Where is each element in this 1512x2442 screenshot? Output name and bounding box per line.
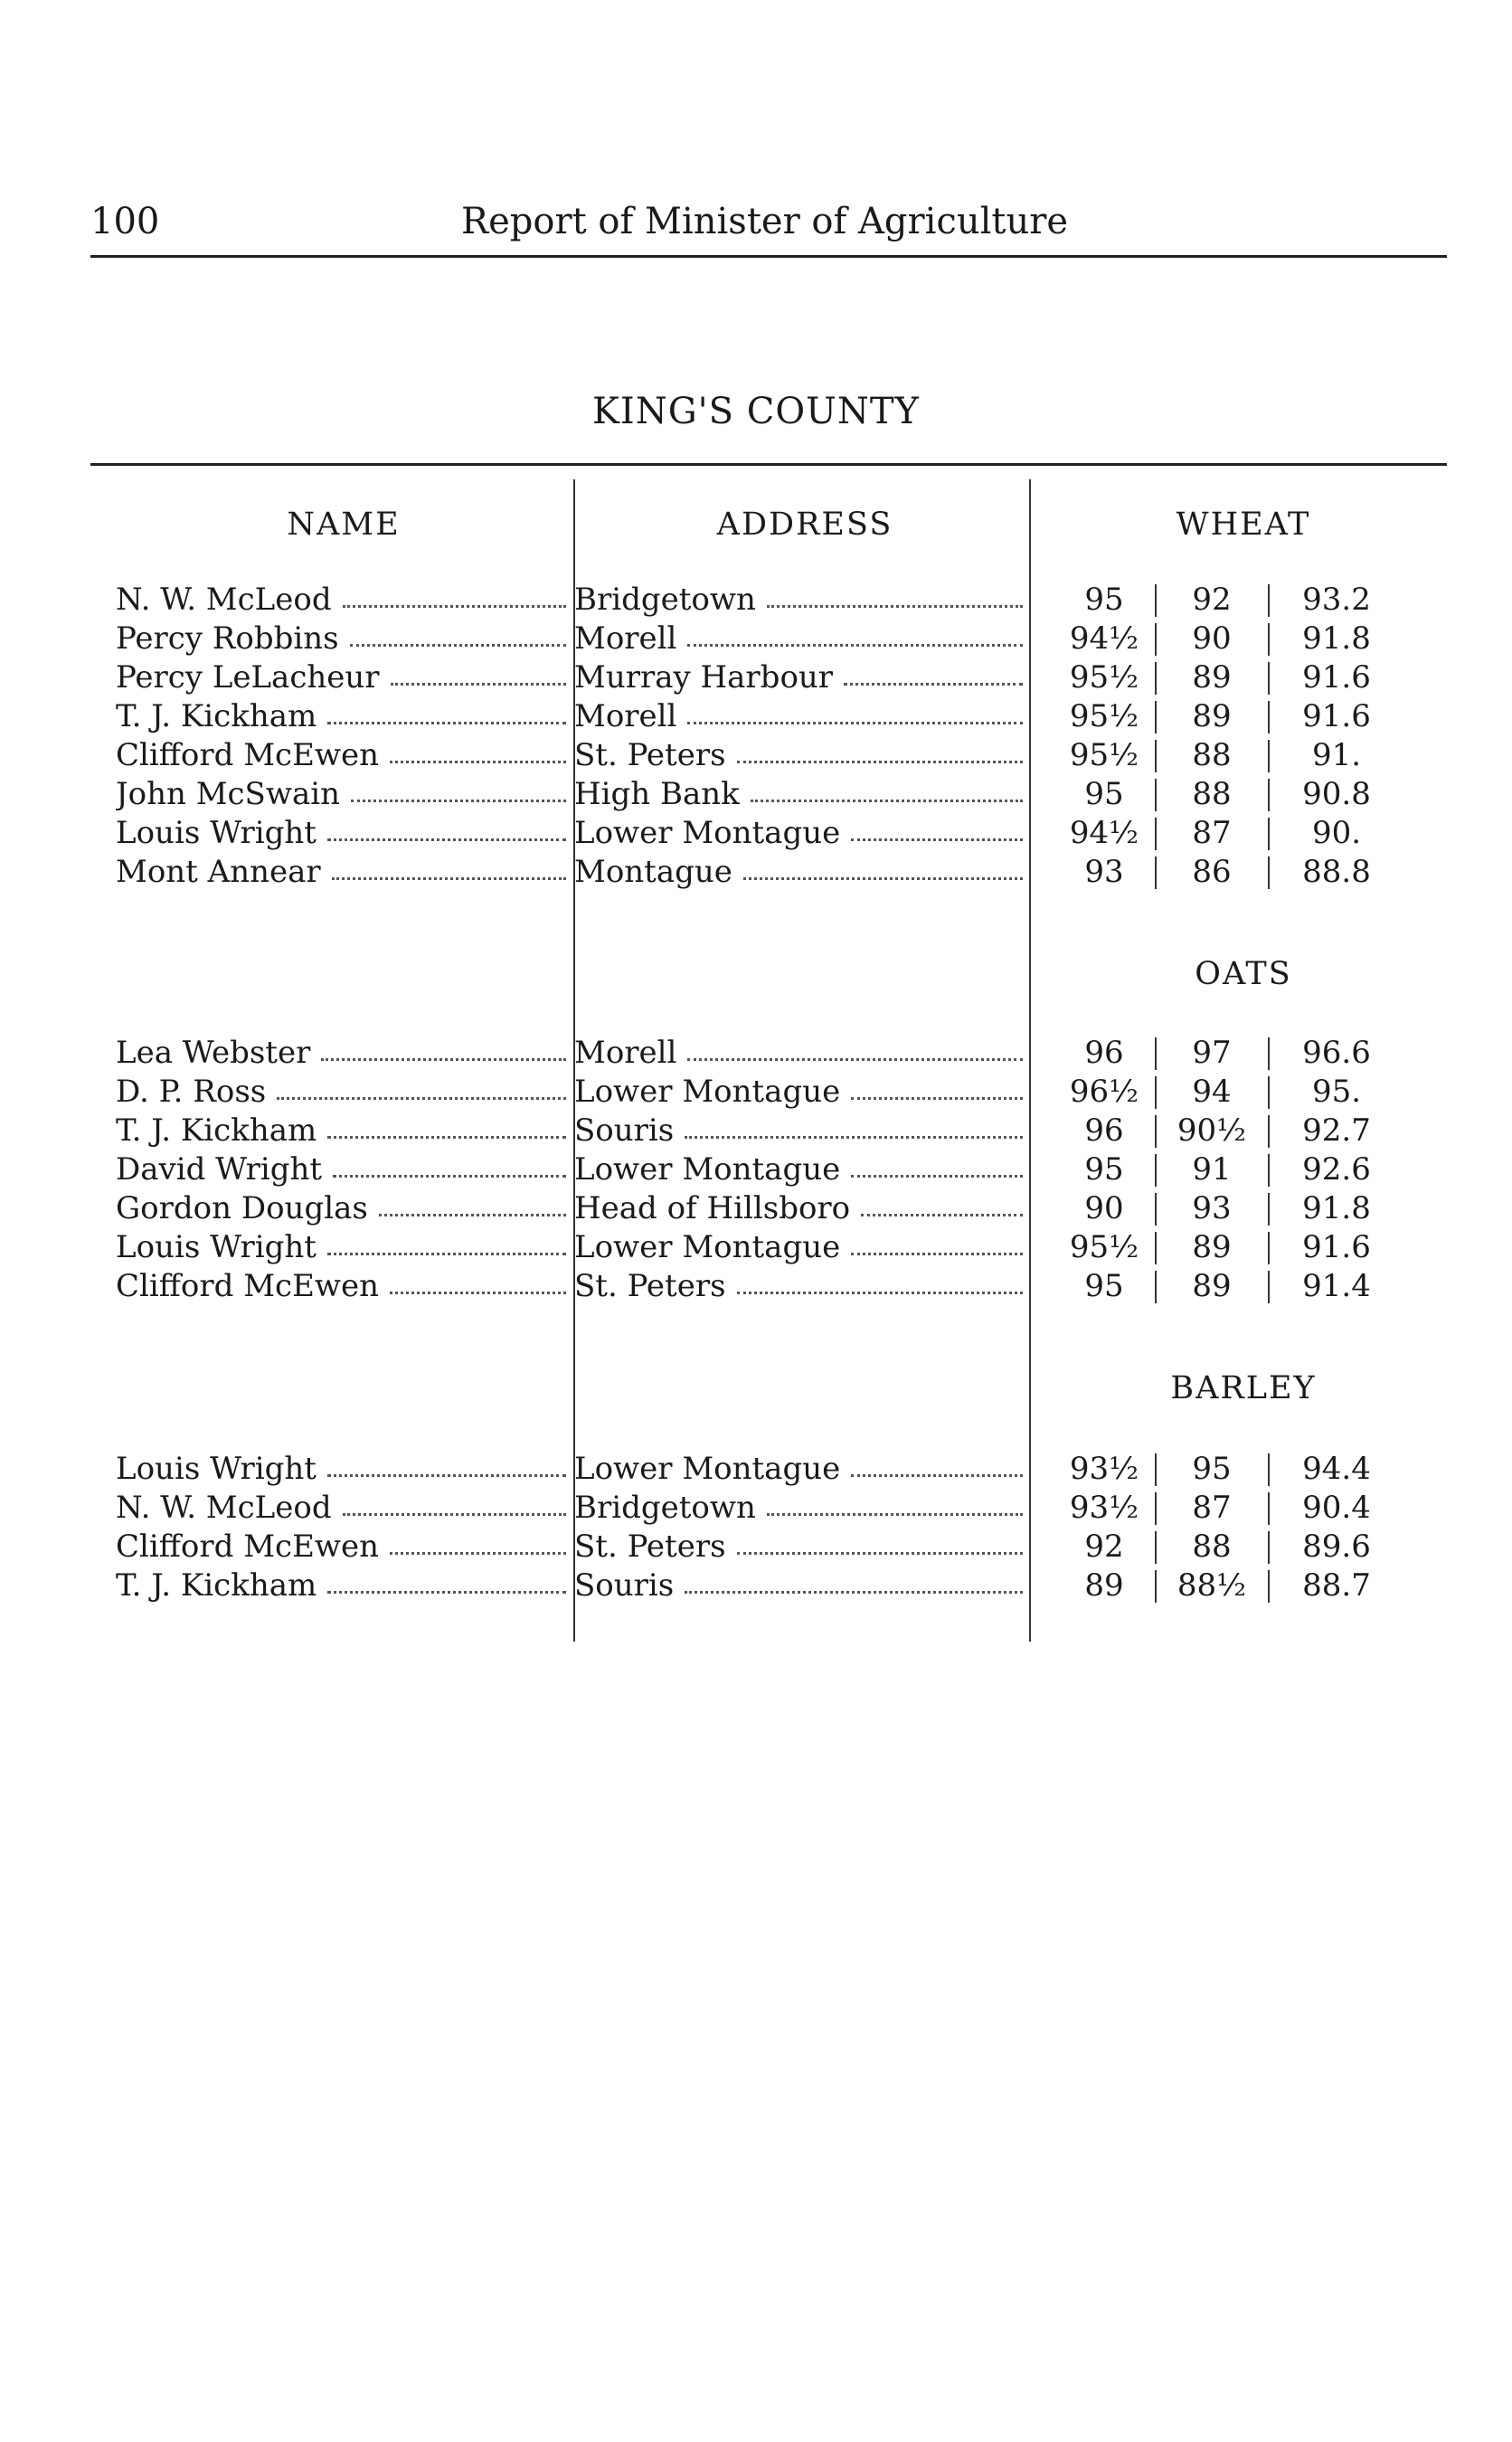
dot-leader bbox=[737, 1552, 1023, 1555]
score-3: 91.6 bbox=[1302, 659, 1371, 696]
entrant-name-cell bbox=[116, 814, 570, 853]
dot-leader bbox=[327, 1591, 566, 1594]
entrant-name: N. W. McLeod bbox=[116, 1490, 332, 1526]
score-divider bbox=[1155, 584, 1157, 617]
score-2: 88½ bbox=[1177, 1567, 1247, 1604]
entrant-name-cell bbox=[116, 658, 570, 697]
score-3: 92.6 bbox=[1302, 1151, 1371, 1188]
score-1: 96½ bbox=[1069, 1074, 1139, 1110]
section-title-barley: BARLEY bbox=[1170, 1370, 1317, 1406]
entrant-address: Bridgetown bbox=[574, 582, 756, 618]
dot-leader bbox=[767, 605, 1023, 608]
entrant-name: Mont Annear bbox=[116, 854, 321, 890]
score-1: 93½ bbox=[1069, 1490, 1139, 1526]
entrant-name-cell bbox=[116, 1150, 570, 1189]
score-divider bbox=[1155, 1076, 1157, 1109]
entrant-address: Souris bbox=[574, 1112, 675, 1149]
score-1: 94½ bbox=[1069, 620, 1139, 657]
score-divider bbox=[1155, 1154, 1157, 1187]
score-divider bbox=[1268, 1232, 1270, 1264]
dot-leader bbox=[737, 1292, 1023, 1294]
score-2: 89 bbox=[1192, 1229, 1232, 1265]
dot-leader bbox=[851, 1474, 1023, 1477]
entrant-name-cell bbox=[116, 1228, 570, 1267]
entrant-name: T. J. Kickham bbox=[116, 1112, 317, 1149]
score-3: 94.4 bbox=[1302, 1451, 1371, 1487]
entrant-name: Clifford McEwen bbox=[116, 1268, 380, 1304]
page-number: 100 bbox=[90, 201, 160, 242]
dot-leader bbox=[685, 1136, 1023, 1139]
score-divider bbox=[1268, 1453, 1270, 1486]
address-cell bbox=[574, 775, 1026, 814]
score-divider bbox=[1155, 818, 1157, 850]
dot-leader bbox=[851, 1253, 1023, 1255]
score-divider bbox=[1155, 623, 1157, 656]
score-2: 88 bbox=[1192, 737, 1232, 773]
score-divider bbox=[1268, 1570, 1270, 1603]
address-cell bbox=[574, 1073, 1026, 1112]
score-2: 92 bbox=[1192, 582, 1232, 618]
table-row bbox=[0, 1112, 1512, 1150]
score-divider bbox=[1155, 1193, 1157, 1226]
score-2: 93 bbox=[1192, 1190, 1232, 1226]
entrant-name: D. P. Ross bbox=[116, 1074, 267, 1110]
score-1: 95½ bbox=[1069, 698, 1139, 734]
table-row bbox=[0, 1528, 1512, 1566]
entrant-address: Souris bbox=[574, 1567, 675, 1604]
dot-leader bbox=[390, 1292, 566, 1294]
score-3: 91.6 bbox=[1302, 698, 1371, 734]
table-row bbox=[0, 736, 1512, 775]
table-row bbox=[0, 697, 1512, 736]
entrant-name: Gordon Douglas bbox=[116, 1190, 368, 1226]
score-2: 94 bbox=[1192, 1074, 1232, 1110]
table-row bbox=[0, 1034, 1512, 1073]
score-divider bbox=[1155, 857, 1157, 889]
score-3: 91. bbox=[1311, 737, 1362, 773]
entrant-address: Morell bbox=[574, 1035, 677, 1071]
score-divider bbox=[1268, 1193, 1270, 1226]
dot-leader bbox=[277, 1097, 566, 1100]
score-divider bbox=[1268, 857, 1270, 889]
score-3: 90.4 bbox=[1302, 1490, 1371, 1526]
address-cell bbox=[574, 1450, 1026, 1489]
address-cell bbox=[574, 1528, 1026, 1566]
entrant-address: Lower Montague bbox=[574, 1451, 841, 1487]
score-1: 95½ bbox=[1069, 1229, 1139, 1265]
dot-leader bbox=[327, 1253, 566, 1255]
entrant-name: N. W. McLeod bbox=[116, 582, 332, 618]
address-cell bbox=[574, 1489, 1026, 1528]
score-2: 89 bbox=[1192, 1268, 1232, 1304]
score-divider bbox=[1268, 1154, 1270, 1187]
table-row bbox=[0, 1267, 1512, 1306]
dot-leader bbox=[851, 1097, 1023, 1100]
score-2: 95 bbox=[1192, 1451, 1232, 1487]
score-3: 88.8 bbox=[1302, 854, 1371, 890]
entrant-address: Montague bbox=[574, 854, 732, 890]
entrant-name-cell bbox=[116, 1034, 570, 1073]
score-2: 91 bbox=[1192, 1151, 1232, 1188]
entrant-address: Lower Montague bbox=[574, 1229, 841, 1265]
dot-leader bbox=[327, 1136, 566, 1139]
dot-leader bbox=[687, 1058, 1023, 1061]
table-row bbox=[0, 658, 1512, 697]
address-cell bbox=[574, 853, 1026, 892]
score-1: 93 bbox=[1084, 854, 1124, 890]
dot-leader bbox=[737, 761, 1023, 763]
table-row bbox=[0, 1073, 1512, 1112]
dot-leader bbox=[861, 1214, 1023, 1216]
score-1: 96 bbox=[1084, 1035, 1124, 1071]
score-divider bbox=[1155, 1453, 1157, 1486]
dot-leader bbox=[327, 838, 566, 841]
score-1: 94½ bbox=[1069, 815, 1139, 851]
score-divider bbox=[1268, 1115, 1270, 1148]
entrant-name-cell bbox=[116, 581, 570, 620]
score-divider bbox=[1155, 1037, 1157, 1070]
dot-leader bbox=[687, 722, 1023, 724]
address-cell bbox=[574, 658, 1026, 697]
entrant-name: T. J. Kickham bbox=[116, 698, 317, 734]
entrant-name: Louis Wright bbox=[116, 1229, 317, 1265]
score-1: 90 bbox=[1084, 1190, 1124, 1226]
dot-leader bbox=[851, 1175, 1023, 1178]
dot-leader bbox=[327, 1474, 566, 1477]
dot-leader bbox=[751, 800, 1023, 802]
address-cell bbox=[574, 736, 1026, 775]
score-2: 90½ bbox=[1177, 1112, 1247, 1149]
dot-leader bbox=[844, 683, 1023, 686]
entrant-name: Clifford McEwen bbox=[116, 737, 380, 773]
address-cell bbox=[574, 1228, 1026, 1267]
entrant-address: St. Peters bbox=[574, 737, 726, 773]
county-title: KING'S COUNTY bbox=[592, 391, 920, 432]
score-divider bbox=[1155, 740, 1157, 772]
score-1: 95 bbox=[1084, 1268, 1124, 1304]
dot-leader bbox=[327, 722, 566, 724]
score-divider bbox=[1268, 818, 1270, 850]
address-cell bbox=[574, 1566, 1026, 1605]
dot-leader bbox=[343, 1513, 566, 1516]
entrant-name-cell bbox=[116, 1528, 570, 1566]
dot-leader bbox=[343, 605, 566, 608]
score-2: 89 bbox=[1192, 659, 1232, 696]
dot-leader bbox=[851, 838, 1023, 841]
score-divider bbox=[1155, 1531, 1157, 1564]
address-cell bbox=[574, 814, 1026, 853]
score-2: 97 bbox=[1192, 1035, 1232, 1071]
dot-leader bbox=[390, 1552, 566, 1555]
table-top-rule bbox=[90, 463, 1447, 466]
column-header-address: ADDRESS bbox=[716, 506, 893, 543]
entrant-address: Lower Montague bbox=[574, 1151, 841, 1188]
score-3: 91.8 bbox=[1302, 1190, 1371, 1226]
entrant-address: St. Peters bbox=[574, 1268, 726, 1304]
dot-leader bbox=[321, 1058, 566, 1061]
entrant-name-cell bbox=[116, 697, 570, 736]
score-divider bbox=[1155, 779, 1157, 811]
entrant-address: High Bank bbox=[574, 776, 740, 812]
address-cell bbox=[574, 581, 1026, 620]
score-divider bbox=[1268, 701, 1270, 734]
score-1: 93½ bbox=[1069, 1451, 1139, 1487]
entrant-name-cell bbox=[116, 1073, 570, 1112]
entrant-name-cell bbox=[116, 853, 570, 892]
score-1: 96 bbox=[1084, 1112, 1124, 1149]
dot-leader bbox=[391, 683, 566, 686]
score-divider bbox=[1155, 1570, 1157, 1603]
score-3: 91.8 bbox=[1302, 620, 1371, 657]
score-2: 87 bbox=[1192, 1490, 1232, 1526]
entrant-name-cell bbox=[116, 1566, 570, 1605]
score-3: 89.6 bbox=[1302, 1529, 1371, 1565]
table-row bbox=[0, 1489, 1512, 1528]
table-row bbox=[0, 581, 1512, 620]
entrant-address: Morell bbox=[574, 620, 677, 657]
entrant-name: Louis Wright bbox=[116, 815, 317, 851]
table-row bbox=[0, 814, 1512, 853]
score-divider bbox=[1268, 779, 1270, 811]
running-title: Report of Minister of Agriculture bbox=[461, 201, 1068, 242]
address-cell bbox=[574, 1189, 1026, 1228]
dot-leader bbox=[685, 1591, 1023, 1594]
score-2: 88 bbox=[1192, 776, 1232, 812]
dot-leader bbox=[351, 800, 566, 802]
dot-leader bbox=[743, 877, 1023, 880]
entrant-address: Murray Harbour bbox=[574, 659, 834, 696]
entrant-name-cell bbox=[116, 1189, 570, 1228]
entrant-address: Lower Montague bbox=[574, 815, 841, 851]
score-2: 90 bbox=[1192, 620, 1232, 657]
score-divider bbox=[1268, 740, 1270, 772]
address-cell bbox=[574, 1112, 1026, 1150]
score-divider bbox=[1155, 662, 1157, 695]
entrant-name: Lea Webster bbox=[116, 1035, 311, 1071]
entrant-address: Head of Hillsboro bbox=[574, 1190, 851, 1226]
dot-leader bbox=[767, 1513, 1023, 1516]
dot-leader bbox=[390, 761, 566, 763]
score-divider bbox=[1155, 701, 1157, 734]
score-3: 90.8 bbox=[1302, 776, 1371, 812]
entrant-name: Clifford McEwen bbox=[116, 1529, 380, 1565]
entrant-name: T. J. Kickham bbox=[116, 1567, 317, 1604]
entrant-name-cell bbox=[116, 736, 570, 775]
score-1: 92 bbox=[1084, 1529, 1124, 1565]
section-title-oats: OATS bbox=[1195, 956, 1292, 992]
score-3: 88.7 bbox=[1302, 1567, 1371, 1604]
score-2: 89 bbox=[1192, 698, 1232, 734]
dot-leader bbox=[350, 644, 566, 647]
score-1: 95½ bbox=[1069, 737, 1139, 773]
header-rule bbox=[90, 255, 1447, 258]
entrant-address: Lower Montague bbox=[574, 1074, 841, 1110]
score-2: 87 bbox=[1192, 815, 1232, 851]
table-row bbox=[0, 775, 1512, 814]
entrant-name-cell bbox=[116, 1267, 570, 1306]
score-divider bbox=[1155, 1115, 1157, 1148]
entrant-name-cell bbox=[116, 1112, 570, 1150]
entrant-name-cell bbox=[116, 620, 570, 658]
score-divider bbox=[1268, 584, 1270, 617]
dot-leader bbox=[332, 877, 566, 880]
score-divider bbox=[1155, 1271, 1157, 1303]
entrant-address: St. Peters bbox=[574, 1529, 726, 1565]
dot-leader bbox=[379, 1214, 566, 1216]
score-1: 95½ bbox=[1069, 659, 1139, 696]
address-cell bbox=[574, 1267, 1026, 1306]
score-divider bbox=[1268, 1531, 1270, 1564]
score-1: 95 bbox=[1084, 776, 1124, 812]
score-3: 90. bbox=[1311, 815, 1362, 851]
score-divider bbox=[1268, 623, 1270, 656]
score-3: 91.4 bbox=[1302, 1268, 1371, 1304]
address-cell bbox=[574, 1150, 1026, 1189]
dot-leader bbox=[333, 1175, 566, 1178]
score-1: 95 bbox=[1084, 1151, 1124, 1188]
entrant-name: David Wright bbox=[116, 1151, 323, 1188]
score-divider bbox=[1155, 1232, 1157, 1264]
score-divider bbox=[1155, 1492, 1157, 1525]
score-2: 88 bbox=[1192, 1529, 1232, 1565]
entrant-address: Morell bbox=[574, 698, 677, 734]
score-2: 86 bbox=[1192, 854, 1232, 890]
score-divider bbox=[1268, 1037, 1270, 1070]
score-3: 91.6 bbox=[1302, 1229, 1371, 1265]
column-header-name: NAME bbox=[287, 506, 401, 543]
table-row bbox=[0, 1228, 1512, 1267]
address-cell bbox=[574, 620, 1026, 658]
score-3: 96.6 bbox=[1302, 1035, 1371, 1071]
address-cell bbox=[574, 1034, 1026, 1073]
score-1: 89 bbox=[1084, 1567, 1124, 1604]
entrant-name-cell bbox=[116, 1450, 570, 1489]
entrant-name: John McSwain bbox=[116, 776, 340, 812]
entrant-address: Bridgetown bbox=[574, 1490, 756, 1526]
table-row bbox=[0, 1566, 1512, 1605]
score-divider bbox=[1268, 1271, 1270, 1303]
score-3: 92.7 bbox=[1302, 1112, 1371, 1149]
entrant-name-cell bbox=[116, 1489, 570, 1528]
score-divider bbox=[1268, 1492, 1270, 1525]
table-row bbox=[0, 1150, 1512, 1189]
entrant-name: Percy Robbins bbox=[116, 620, 339, 657]
section-title-wheat: WHEAT bbox=[1176, 506, 1311, 543]
score-1: 95 bbox=[1084, 582, 1124, 618]
entrant-name: Percy LeLacheur bbox=[116, 659, 380, 696]
entrant-name-cell bbox=[116, 775, 570, 814]
table-row bbox=[0, 1450, 1512, 1489]
score-divider bbox=[1268, 1076, 1270, 1109]
table-row bbox=[0, 1189, 1512, 1228]
table-row bbox=[0, 620, 1512, 658]
entrant-name: Louis Wright bbox=[116, 1451, 317, 1487]
address-cell bbox=[574, 697, 1026, 736]
table-row bbox=[0, 853, 1512, 892]
dot-leader bbox=[687, 644, 1023, 647]
score-3: 93.2 bbox=[1302, 582, 1371, 618]
score-divider bbox=[1268, 662, 1270, 695]
score-3: 95. bbox=[1311, 1074, 1362, 1110]
